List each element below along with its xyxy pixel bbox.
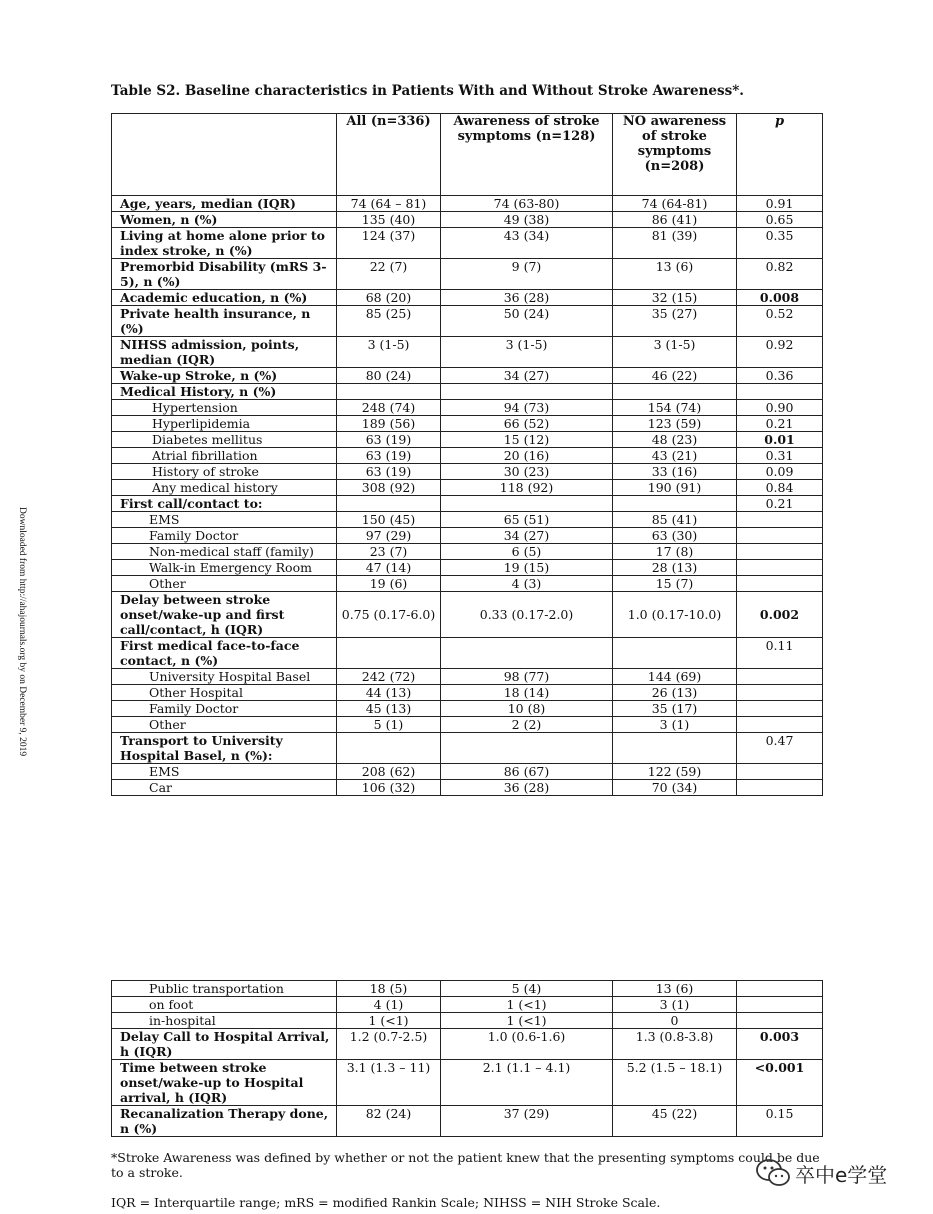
cell-all: 3 (1-5) [337,337,441,368]
cell-p: 0.52 [737,306,823,337]
cell-no-aware [613,733,737,764]
cell-p [737,717,823,733]
header-aware: Awareness of stroke symptoms (n=128) [441,114,613,196]
cell-aware: 20 (16) [441,448,613,464]
cell-p: <0.001 [737,1060,823,1106]
cell-aware: 9 (7) [441,259,613,290]
cell-aware: 49 (38) [441,212,613,228]
cell-p [737,528,823,544]
cell-no-aware: 35 (27) [613,306,737,337]
row-label: Recanalization Therapy done, n (%) [112,1106,337,1137]
cell-aware [441,733,613,764]
cell-no-aware [613,496,737,512]
cell-aware: 15 (12) [441,432,613,448]
row-label: Time between stroke onset/wake-up to Hospital arrival, h (IQR) [112,1060,337,1106]
cell-aware: 94 (73) [441,400,613,416]
table-row [112,981,823,997]
table-row [112,196,823,212]
header-no-aware: NO awareness of stroke symptoms (n=208) [613,114,737,196]
cell-no-aware: 15 (7) [613,576,737,592]
cell-no-aware: 33 (16) [613,464,737,480]
header-p: p [737,114,823,196]
cell-all: 82 (24) [337,1106,441,1137]
row-label: Other Hospital [112,685,337,701]
cell-all: 135 (40) [337,212,441,228]
cell-all: 124 (37) [337,228,441,259]
cell-p [737,560,823,576]
cell-aware: 34 (27) [441,368,613,384]
cell-p [737,1013,823,1029]
cell-aware: 3 (1-5) [441,337,613,368]
cell-aware: 65 (51) [441,512,613,528]
row-label: EMS [112,764,337,780]
table-row [112,337,823,368]
cell-no-aware: 35 (17) [613,701,737,717]
cell-no-aware: 63 (30) [613,528,737,544]
table-row [112,228,823,259]
table-row [112,576,823,592]
watermark-text: 卒中e学堂 [795,1162,888,1187]
row-label: Family Doctor [112,528,337,544]
cell-p: 0.91 [737,196,823,212]
cell-p: 0.003 [737,1029,823,1060]
cell-no-aware: 43 (21) [613,448,737,464]
table-header-row [112,114,823,196]
table-row [112,1013,823,1029]
row-label: NIHSS admission, points, median (IQR) [112,337,337,368]
cell-p: 0.35 [737,228,823,259]
cell-p [737,701,823,717]
cell-p [737,669,823,685]
row-label: EMS [112,512,337,528]
cell-all: 68 (20) [337,290,441,306]
cell-all: 18 (5) [337,981,441,997]
cell-no-aware: 86 (41) [613,212,737,228]
cell-aware: 74 (63-80) [441,196,613,212]
cell-aware: 19 (15) [441,560,613,576]
cell-p: 0.90 [737,400,823,416]
cell-aware: 1 (<1) [441,997,613,1013]
download-note: Downloaded from http://ahajournals.org by on December 9, 2019 [17,507,27,757]
cell-p: 0.09 [737,464,823,480]
cell-all: 248 (74) [337,400,441,416]
cell-aware: 98 (77) [441,669,613,685]
cell-p: 0.01 [737,432,823,448]
row-label: Delay Call to Hospital Arrival, h (IQR) [112,1029,337,1060]
cell-p: 0.82 [737,259,823,290]
cell-aware [441,496,613,512]
cell-all: 23 (7) [337,544,441,560]
cell-all: 44 (13) [337,685,441,701]
cell-p [737,685,823,701]
cell-aware: 36 (28) [441,780,613,796]
cell-no-aware: 74 (64-81) [613,196,737,212]
table-row [112,384,823,400]
cell-p [737,981,823,997]
cell-p: 0.92 [737,337,823,368]
cell-no-aware: 32 (15) [613,290,737,306]
cell-all: 80 (24) [337,368,441,384]
cell-aware [441,384,613,400]
row-label: Living at home alone prior to index stroke, n (%) [112,228,337,259]
cell-p [737,384,823,400]
cell-aware: 86 (67) [441,764,613,780]
cell-all: 47 (14) [337,560,441,576]
cell-no-aware: 3 (1) [613,997,737,1013]
table-row [112,1106,823,1137]
table-row [112,290,823,306]
cell-aware: 34 (27) [441,528,613,544]
row-label: Academic education, n (%) [112,290,337,306]
cell-all: 189 (56) [337,416,441,432]
cell-aware: 5 (4) [441,981,613,997]
cell-all: 63 (19) [337,432,441,448]
cell-all: 97 (29) [337,528,441,544]
row-label: Age, years, median (IQR) [112,196,337,212]
cell-aware: 37 (29) [441,1106,613,1137]
row-label: Premorbid Disability (mRS 3-5), n (%) [112,259,337,290]
cell-all: 3.1 (1.3 – 11) [337,1060,441,1106]
cell-p: 0.31 [737,448,823,464]
baseline-table [111,113,823,796]
cell-all: 22 (7) [337,259,441,290]
cell-p: 0.15 [737,1106,823,1137]
cell-aware: 2.1 (1.1 – 4.1) [441,1060,613,1106]
cell-p: 0.36 [737,368,823,384]
baseline-table-continued [111,980,823,1137]
cell-aware: 1 (<1) [441,1013,613,1029]
cell-all: 308 (92) [337,480,441,496]
cell-p: 0.84 [737,480,823,496]
row-label: First call/contact to: [112,496,337,512]
cell-no-aware: 1.0 (0.17-10.0) [613,592,737,638]
table-row [112,400,823,416]
cell-no-aware: 17 (8) [613,544,737,560]
cell-p [737,512,823,528]
table-row [112,592,823,638]
cell-all: 208 (62) [337,764,441,780]
wechat-icon [755,1158,791,1188]
cell-no-aware: 122 (59) [613,764,737,780]
cell-aware: 18 (14) [441,685,613,701]
table-row [112,528,823,544]
table-row [112,997,823,1013]
cell-aware: 2 (2) [441,717,613,733]
table-row [112,544,823,560]
cell-no-aware: 81 (39) [613,228,737,259]
table-row [112,560,823,576]
cell-aware: 0.33 (0.17-2.0) [441,592,613,638]
cell-aware: 1.0 (0.6-1.6) [441,1029,613,1060]
header-empty [112,114,337,196]
cell-no-aware: 48 (23) [613,432,737,448]
row-label: Public transportation [112,981,337,997]
table-row [112,685,823,701]
table-row [112,432,823,448]
cell-all: 150 (45) [337,512,441,528]
cell-no-aware: 5.2 (1.5 – 18.1) [613,1060,737,1106]
cell-p [737,576,823,592]
cell-p: 0.47 [737,733,823,764]
cell-no-aware: 46 (22) [613,368,737,384]
row-label: Hyperlipidemia [112,416,337,432]
row-label: Hypertension [112,400,337,416]
row-label: Wake-up Stroke, n (%) [112,368,337,384]
cell-p [737,997,823,1013]
cell-no-aware: 26 (13) [613,685,737,701]
table-row [112,1060,823,1106]
cell-all: 106 (32) [337,780,441,796]
row-label: Non-medical staff (family) [112,544,337,560]
cell-all [337,384,441,400]
table-row [112,259,823,290]
cell-no-aware: 0 [613,1013,737,1029]
watermark [755,1158,887,1188]
table-row [112,368,823,384]
row-label: in-hospital [112,1013,337,1029]
row-label: Other [112,717,337,733]
cell-all: 85 (25) [337,306,441,337]
row-label: Other [112,576,337,592]
cell-no-aware [613,384,737,400]
table-row [112,764,823,780]
row-label: Women, n (%) [112,212,337,228]
cell-all: 1.2 (0.7-2.5) [337,1029,441,1060]
cell-no-aware: 3 (1) [613,717,737,733]
table-row [112,448,823,464]
cell-p: 0.21 [737,496,823,512]
row-label: Walk-in Emergency Room [112,560,337,576]
header-all: All (n=336) [337,114,441,196]
row-label: Diabetes mellitus [112,432,337,448]
footnote-abbreviations: IQR = Interquartile range; mRS = modified Rankin Scale; NIHSS = NIH Stroke Scale. [111,1195,661,1210]
cell-all: 63 (19) [337,464,441,480]
table-row [112,669,823,685]
table-row [112,1029,823,1060]
cell-all: 45 (13) [337,701,441,717]
cell-all [337,496,441,512]
table-row [112,306,823,337]
cell-all: 0.75 (0.17-6.0) [337,592,441,638]
cell-aware: 6 (5) [441,544,613,560]
cell-p [737,544,823,560]
cell-aware: 30 (23) [441,464,613,480]
cell-p: 0.65 [737,212,823,228]
table-row [112,480,823,496]
cell-p: 0.008 [737,290,823,306]
cell-no-aware: 190 (91) [613,480,737,496]
cell-aware [441,638,613,669]
cell-no-aware [613,638,737,669]
cell-no-aware: 13 (6) [613,981,737,997]
footnote-awareness: *Stroke Awareness was defined by whether or not the patient knew that the presenting symptoms could be due to a stroke. [111,1150,820,1180]
cell-no-aware: 1.3 (0.8-3.8) [613,1029,737,1060]
row-label: Medical History, n (%) [112,384,337,400]
row-label: Private health insurance, n (%) [112,306,337,337]
table-row [112,512,823,528]
row-label: Delay between stroke onset/wake-up and first call/contact, h (IQR) [112,592,337,638]
cell-p: 0.21 [737,416,823,432]
row-label: Transport to University Hospital Basel, n (%): [112,733,337,764]
table-row [112,638,823,669]
cell-p [737,780,823,796]
cell-all: 242 (72) [337,669,441,685]
cell-p: 0.11 [737,638,823,669]
cell-no-aware: 144 (69) [613,669,737,685]
row-label: University Hospital Basel [112,669,337,685]
table-row [112,701,823,717]
cell-all: 4 (1) [337,997,441,1013]
cell-no-aware: 45 (22) [613,1106,737,1137]
table-row [112,212,823,228]
cell-aware: 36 (28) [441,290,613,306]
cell-all [337,733,441,764]
cell-aware: 4 (3) [441,576,613,592]
row-label: on foot [112,997,337,1013]
cell-no-aware: 70 (34) [613,780,737,796]
table-row [112,717,823,733]
cell-no-aware: 85 (41) [613,512,737,528]
table-row [112,496,823,512]
row-label: History of stroke [112,464,337,480]
table-row [112,416,823,432]
cell-no-aware: 3 (1-5) [613,337,737,368]
table-row [112,733,823,764]
cell-all: 63 (19) [337,448,441,464]
row-label: First medical face-to-face contact, n (%) [112,638,337,669]
row-label: Any medical history [112,480,337,496]
cell-all [337,638,441,669]
cell-no-aware: 28 (13) [613,560,737,576]
cell-p: 0.002 [737,592,823,638]
cell-aware: 43 (34) [441,228,613,259]
row-label: Family Doctor [112,701,337,717]
table-row [112,464,823,480]
cell-aware: 118 (92) [441,480,613,496]
cell-all: 5 (1) [337,717,441,733]
cell-aware: 50 (24) [441,306,613,337]
cell-aware: 66 (52) [441,416,613,432]
table-row [112,780,823,796]
row-label: Car [112,780,337,796]
cell-all: 74 (64 – 81) [337,196,441,212]
cell-no-aware: 123 (59) [613,416,737,432]
cell-no-aware: 154 (74) [613,400,737,416]
cell-no-aware: 13 (6) [613,259,737,290]
cell-all: 19 (6) [337,576,441,592]
cell-p [737,764,823,780]
table-title: Table S2. Baseline characteristics in Patients With and Without Stroke Awareness*. [111,83,744,99]
row-label: Atrial fibrillation [112,448,337,464]
cell-aware: 10 (8) [441,701,613,717]
cell-all: 1 (<1) [337,1013,441,1029]
